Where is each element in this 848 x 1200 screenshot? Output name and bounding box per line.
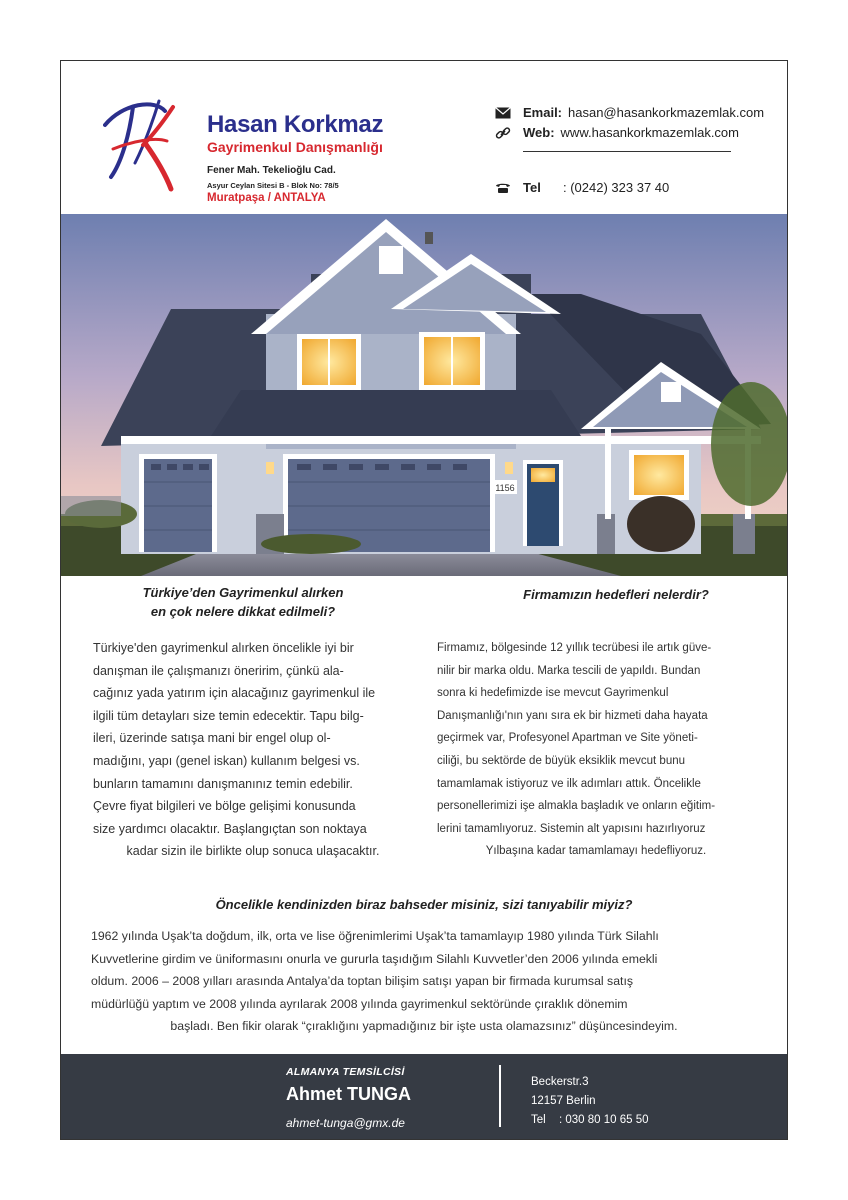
house-photo [61,214,787,576]
company-name: Hasan Korkmaz [207,111,384,138]
tel-value: : (0242) 323 37 40 [563,180,670,195]
phone-icon [495,181,511,195]
tel-row [495,180,669,195]
web-label: Web: [523,125,555,140]
footer-tel-value: : 030 80 10 65 50 [559,1114,649,1126]
representative-name: Ahmet TUNGA [286,1084,411,1104]
hk-logo-icon [103,97,183,193]
address-line-3: Muratpaşa / ANTALYA [207,192,326,204]
question-3: Öncelikle kendinizden biraz bahseder misiniz, sizi tanıyabilir miyiz? [215,897,633,912]
representative-email[interactable]: ahmet-tunga@gmx.de [286,1116,405,1130]
representative-label: ALMANYA TEMSİLCİSİ [286,1066,405,1078]
address-line-1: Fener Mah. Tekelioğlu Cad. [207,165,336,176]
footer-band [61,1054,787,1139]
link-icon [495,126,511,140]
footer-tel-label: Tel [531,1114,546,1126]
footer-tel [531,1114,649,1126]
email-link[interactable]: hasan@hasankorkmazemlak.com [568,105,765,120]
web-link[interactable]: www.hasankorkmazemlak.com [560,125,739,140]
envelope-icon [495,106,511,120]
question-2: Firmamızın hedefleri nelerdir? [523,587,709,602]
footer-divider [499,1065,501,1127]
footer-street: Beckerstr.3 [531,1076,589,1088]
question-1: Türkiye’den Gayrimenkul alırken en çok nelere dikkat edilmeli? [142,585,344,619]
house-number: 1156 [495,483,515,493]
answer-3: 1962 yılında Uşak’ta doğdum, ilk, orta ve lise öğrenimlerimi Uşak’ta tamamlayıp 1980 yılında Türk Silahlı Kuvvetlerine girdim ve üniformasını onurla ve gururla taşıdığım Silahlı Kuvvetler’den 2006 yılında emekli oldum. 2006 – 2008 yılları arasında Antalya’da toptan bilişim satışı yapan bir firmada kurumsal satış müdürlüğü yaptım ve 2008 yılında ayrılarak 2008 yılında gayrimenkul sektöründe çıraklık dönemim başladı. Ben fikir olarak “çıraklığını yapmadığınız bir işte usta olamazsınız” düşüncesindeyim. [91,929,678,1034]
answer-2: Firmamız, bölgesinde 12 yıllık tecrübesi ile artık güve- nilir bir marka oldu. Marka tescili de yapıldı. Bundan sonra ki hedefimizde ise mevcut Gayrimenkul Danışmanlığı'nın yanı sıra ek bir hizmeti daha hayata geçirmek var, Profesyonel Apartman ve Site yöneti- ciliği, bu sektörde de büyük eksiklik mevcut bunu tamamlamak istiyoruz ve ilk adımları attık. Öncelikle personellerimizi işe almakla başladık ve onların eğitim- lerini tamamlıyoruz. Sistemin alt yapısını hazırlıyoruz Yılbaşına kadar tamamlamayı hedefliyoruz. [437,642,716,858]
email-row [495,105,764,120]
answer-1: Türkiye'den gayrimenkul alırken öncelikle iyi bir danışman ile çalışmanızı öneririm, çünkü ala- cağınız yada yatırım için alacağınız gayrimenkul ile ilgili tüm detayları size temin edecektir. Tapu bilg- ileri, üzerinde satışa mani bir engel olup ol- madığını, yapı (genel iskan) kullanım belgesi vs. bunların tamamını danışmanınız temin edebilir. Çevre fiyat bilgileri ve bölge gelişimi konusunda size yardımcı olacaktır. Başlangıçtan son noktaya kadar sizin ile birlikte olup sonuca ulaşacaktır. [93,641,380,859]
footer-city: 12157 Berlin [531,1095,596,1107]
tel-label: Tel [523,180,541,195]
address-line-2: Asyur Ceylan Sitesi B - Blok No: 78/5 [207,181,339,190]
contact-divider [523,151,731,152]
email-label: Email: [523,105,563,120]
company-subtitle: Gayrimenkul Danışmanlığı [207,139,383,155]
brochure-page [60,60,788,1140]
web-row [495,125,739,140]
